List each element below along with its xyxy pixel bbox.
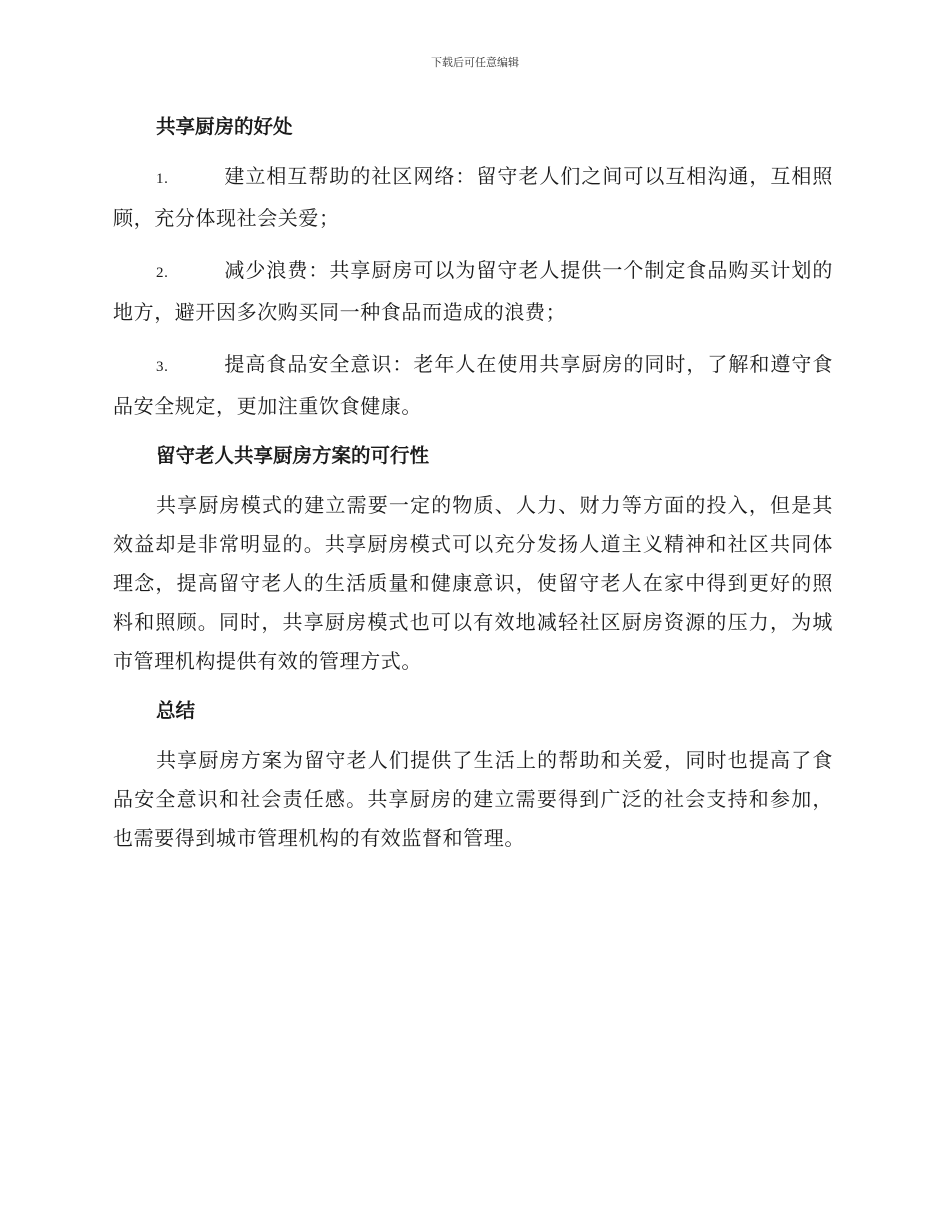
section-heading-feasibility: 留守老人共享厨房方案的可行性 [156, 444, 430, 467]
document-body [113, 110, 833, 858]
list-item [113, 251, 833, 332]
page-header: 下载后可任意编辑 [431, 56, 519, 69]
benefits-list [113, 157, 833, 426]
list-number: 3. [156, 359, 169, 375]
list-item-text: 建立相互帮助的社区网络：留守老人们之间可以互相沟通，互相照顾，充分体现社会关爱； [113, 164, 833, 230]
list-item [113, 157, 833, 238]
list-number: 1. [156, 171, 169, 187]
section-heading-benefits: 共享厨房的好处 [156, 115, 293, 138]
list-item [113, 345, 833, 426]
list-item-text: 减少浪费：共享厨房可以为留守老人提供一个制定食品购买计划的地方，避开因多次购买同一种食品而造成的浪费； [113, 258, 833, 324]
feasibility-paragraph: 共享厨房模式的建立需要一定的物质、人力、财力等方面的投入，但是其效益却是非常明显的。共享厨房模式可以充分发扬人道主义精神和社区共同体理念，提高留守老人的生活质量和健康意识，使留守老人在家中得到更好的照料和照顾。同时，共享厨房模式也可以有效地减轻社区厨房资源的压力，为城市管理机构提供有效的管理方式。 [113, 493, 833, 673]
section-heading-summary: 总结 [156, 699, 196, 722]
list-number: 2. [156, 265, 169, 281]
summary-paragraph: 共享厨房方案为留守老人们提供了生活上的帮助和关爱，同时也提高了食品安全意识和社会责任感。共享厨房的建立需要得到广泛的社会支持和参加，也需要得到城市管理机构的有效监督和管理。 [113, 748, 833, 850]
list-item-text: 提高食品安全意识：老年人在使用共享厨房的同时，了解和遵守食品安全规定，更加注重饮食健康。 [113, 352, 833, 418]
